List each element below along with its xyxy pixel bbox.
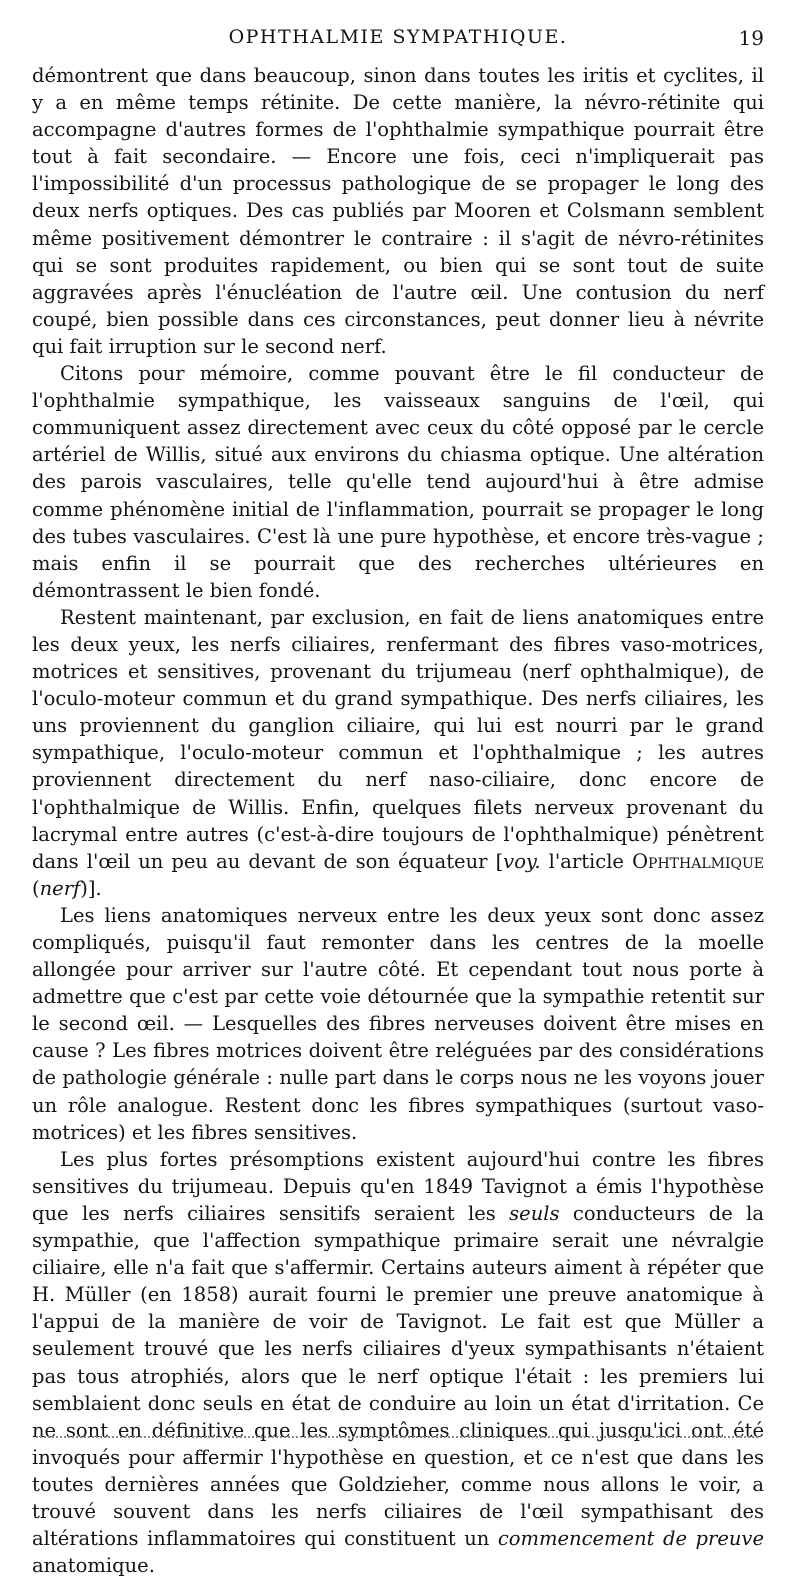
paragraph-2-text: Citons pour mémoire, comme pouvant être le fil conducteur de l'ophthalmie sympathique, les vaisseaux sanguins de l'œil, qui communiquent assez directement avec ceux du côté opposé par le cercle artériel de Willis, situé aux environs du chiasma optique. Une altération des parois vasculaires, telle qu'elle tend aujourd'hui à être admise comme phénomène initial de l'inflammation, pourrait se propager le long des tubes vasculaires. C'est là une pure hypothèse, et encore très-vague ; mais enfin il se pourrait que des recherches ultérieures en démontrassent le bien fondé. (32, 362, 764, 602)
paragraph-5 (32, 1146, 764, 1579)
body-text (32, 62, 764, 1579)
voy-abbreviation: voy. (503, 849, 541, 873)
nerf-italic: nerf (39, 876, 81, 900)
paragraph-5-end: anatomique. (32, 1554, 155, 1578)
paragraph-3-mid: l'article (540, 849, 633, 873)
seuls-italic: seuls (509, 1201, 560, 1225)
paragraph-3 (32, 604, 764, 902)
paragraph-4-text: Les liens anatomiques nerveux entre les deux yeux sont donc assez compliqués, puisqu'il faut remonter dans les centres de la moelle allongée pour arriver sur l'autre côté. Et cependant tout nous porte à admettre que c'est par cette voie détournée que la sympathie retentit sur le second œil. — Lesquelles des fibres nerveuses doivent être mises en cause ? Les fibres motrices doivent être reléguées par des considérations de pathologie générale : nulle part dans le corps nous ne les voyons jouer un rôle analogue. Restent donc les fibres sympathiques (surtout vaso-motrices) et les fibres sensitives. (32, 903, 764, 1144)
paragraph-2 (32, 360, 764, 604)
paragraph-4 (32, 902, 764, 1146)
footer-rule (36, 1436, 758, 1438)
paragraph-1-text: démontrent que dans beaucoup, sinon dans toutes les iritis et cyclites, il y a en même temps rétinite. De cette manière, la névro-rétinite qui accompagne d'autres formes de l'ophthalmie sympathique pourrait être tout à fait secondaire. — Encore une fois, ceci n'impliquerait pas l'impossibilité d'un processus pathologique de se propager le long des deux nerfs optiques. Des cas publiés par Mooren et Colsmann semblent même positivement démontrer le contraire : il s'agit de névro-rétinites qui se sont produites rapidement, ou bien qui se sont tout de suite aggravées après l'énucléation de l'autre œil. Une contusion du nerf coupé, bien possible dans ces circonstances, peut donner lieu à névrite qui fait irruption sur le second nerf. (32, 64, 764, 358)
paragraph-1 (32, 62, 764, 360)
page-header (32, 26, 764, 56)
page-number: 19 (738, 26, 764, 50)
article-reference: Ophthalmique (632, 849, 764, 873)
paragraph-5-text: Les plus fortes présomptions existent aujourd'hui contre les fibres sensitives du trijumeau. Depuis qu'en 1849 Tavignot a émis l'hypothèse que les nerfs ciliaires sensitifs seraient les (32, 1147, 764, 1225)
paragraph-3-end: )]. (80, 876, 102, 900)
running-title: OPHTHALMIE SYMPATHIQUE. (228, 26, 568, 48)
commencement-de-preuve-italic: commencement de preuve (497, 1527, 764, 1551)
paragraph-3-paren: ( (32, 876, 40, 900)
paragraph-5-after: conducteurs de la sympathie, que l'affection sympathique primaire serait une névralgie ciliaire, elle n'a fait que s'affermir. Certains auteurs aiment à répéter que H. Müller (en 1858) aurait fourni le premier une preuve anatomique à l'appui de la manière de voir de Tavignot. Le fait est que Müller a seulement trouvé que les nerfs ciliaires d'yeux sympathisants n'étaient pas tous atrophiés, alors que le nerf optique l'était : les premiers lui semblaient donc seuls en état de conduire au loin un état d'irritation. Ce ne sont en définitive que les symptômes cliniques qui jusqu'ici ont été invoqués pour affermir l'hypothèse en question, et ce n'est que dans les toutes dernières années que Goldzieher, comme nous allons le voir, a trouvé souvent dans les nerfs ciliaires de l'œil sympathisant des altérations inflammatoires qui constituent un (32, 1201, 764, 1551)
paragraph-3-text: Restent maintenant, par exclusion, en fait de liens anatomiques entre les deux yeux, les nerfs ciliaires, renfermant des fibres vaso-motrices, motrices et sensitives, provenant du trijumeau (nerf ophthalmique), de l'oculo-moteur commun et du grand sympathique. Des nerfs ciliaires, les uns proviennent du ganglion ciliaire, qui lui est nourri par le grand sympathique, l'oculo-moteur commun et l'ophthalmique ; les autres proviennent directement du nerf naso-ciliaire, donc encore de l'ophthalmique de Willis. Enfin, quelques filets nerveux provenant du lacrymal entre autres (c'est-à-dire toujours de l'ophthalmique) pénètrent dans l'œil un peu au devant de son équateur [ (32, 605, 764, 873)
